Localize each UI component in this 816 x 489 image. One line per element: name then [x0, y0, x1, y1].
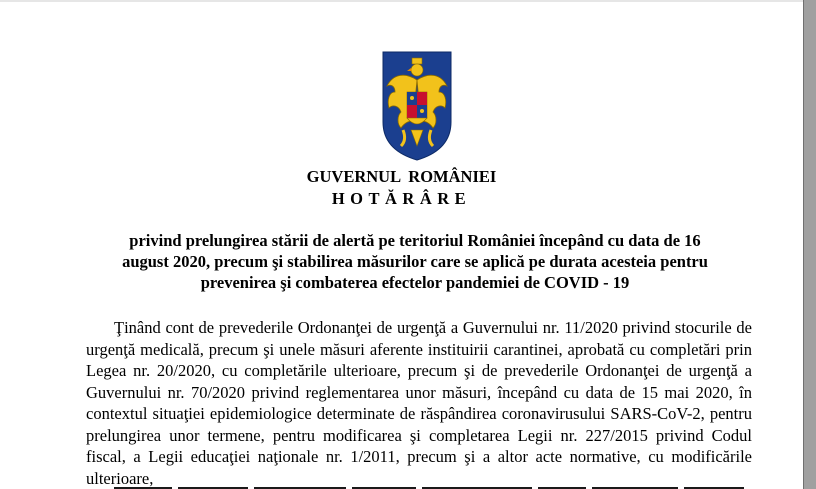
preamble-paragraph: Ţinând cont de prevederile Ordonanţei de urgenţă a Guvernului nr. 11/2020 privind stocurile de urgenţă medicală, precum şi unele măsuri aferente instituirii carantinei, aprobată cu completări prin Legea nr. 20/2020, cu completările ulterioare, precum şi de prevederile Ordonanţei de urgenţă a Guvernului nr. 70/2020 privind reglementarea unor măsuri, începând cu data de 15 mai 2020, în contextul situaţiei epidemiologice determinate de răspândirea coronavirusului SARS-CoV-2, pentru prelungirea unor termene, pentru modificarea şi completarea Legii nr. 227/2015 privind Codul fiscal, a Legii educaţiei naţionale nr. 1/2011, precum şi a altor acte normative, cu modificările ulterioare, [86, 318, 752, 488]
coat-of-arms-icon [381, 50, 453, 162]
decision-title: privind prelungirea stării de alertă pe teritoriul României începând cu data de 16 august 2020, precum şi stabilirea măsurilor care se aplică pe durata acesteia pentru prevenirea şi combaterea efectelor pandemiei de COVID - 19 [122, 231, 708, 292]
next-line-cut-off [114, 482, 754, 489]
government-name: GUVERNUL ROMÂNIEI [306, 167, 497, 186]
document-type: HOTĂRÂRE [331, 189, 472, 208]
viewer-background [804, 0, 816, 489]
page-top-edge [0, 0, 803, 2]
